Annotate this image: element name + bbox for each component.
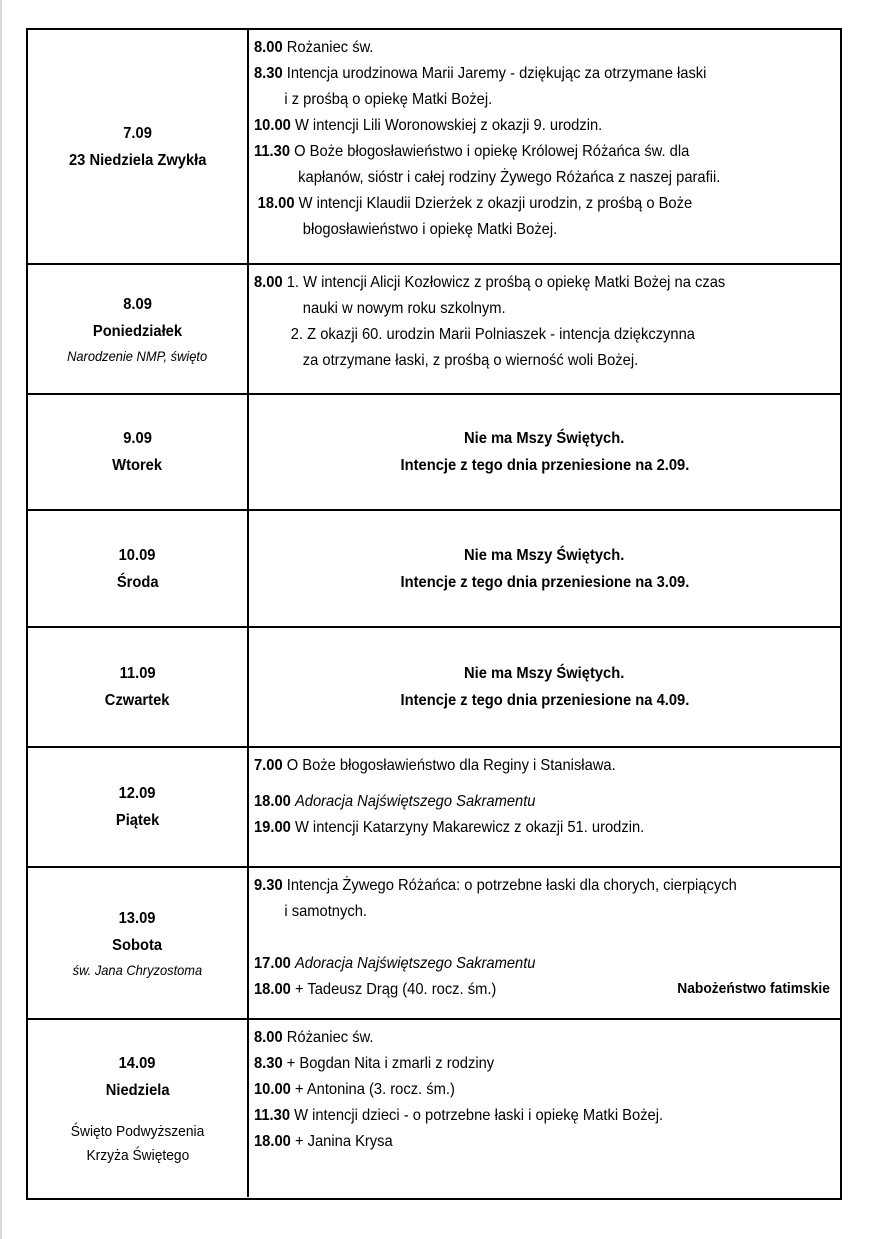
day-cell — [28, 1020, 249, 1197]
mass-entry: 19.00 W intencji Katarzyny Makarewicz z okazji 51. urodzin. — [254, 819, 645, 836]
notice-line: Intencje z tego dnia przeniesione na 3.09. — [400, 573, 689, 591]
mass-entry: 10.00 W intencji Lili Woronowskiej z okazji 9. urodzin. — [254, 117, 603, 134]
mass-entry: 17.00 Adoracja Najświętszego Sakramentu — [254, 955, 536, 972]
day-date: 7.09 — [123, 124, 152, 142]
mass-entry: 18.00 + Tadeusz Drąg (40. rocz. śm.) — [254, 981, 497, 998]
day-name: Poniedziałek — [92, 323, 183, 340]
table-row — [28, 30, 840, 265]
day-date: 13.09 — [119, 910, 156, 927]
day-cell — [28, 628, 249, 746]
notice-line: Nie ma Mszy Świętych. — [464, 665, 625, 682]
day-date: 9.09 — [123, 430, 152, 447]
mass-entry: 11.30 W intencji dzieci - o potrzebne łaski i opiekę Matki Bożej. — [254, 1107, 664, 1124]
day-cell — [28, 868, 249, 1018]
mass-entry: 18.00 W intencji Klaudii Dzierżek z okazji urodzin, z prośbą o Boże — [257, 195, 693, 212]
mass-entry-continuation: nauki w nowym roku szkolnym. — [302, 300, 506, 317]
mass-entry-continuation: błogosławieństwo i opiekę Matki Bożej. — [302, 221, 558, 238]
day-cell — [28, 395, 249, 509]
day-name: Sobota — [112, 937, 163, 954]
mass-entry: 7.00 O Boże błogosławieństwo dla Reginy i Stanisława. — [254, 757, 616, 774]
mass-entry: 18.00 Adoracja Najświętszego Sakramentu — [254, 793, 536, 810]
day-date: 8.09 — [123, 296, 152, 313]
feast-name: Krzyża Świętego — [86, 1146, 189, 1164]
mass-entry: 11.30 O Boże błogosławieństwo i opiekę Królowej Różańca św. dla — [254, 143, 690, 160]
notice-line: Nie ma Mszy Świętych. — [464, 546, 625, 564]
no-mass-notice — [249, 395, 840, 509]
notice-line: Intencje z tego dnia przeniesione na 4.09. — [400, 692, 689, 709]
day-date: 12.09 — [119, 785, 156, 802]
feast-name: św. Jana Chryzostoma — [72, 962, 203, 978]
table-row — [28, 868, 840, 1020]
day-name: Czwartek — [105, 692, 170, 709]
day-date: 14.09 — [119, 1054, 156, 1072]
day-name: Środa — [116, 573, 159, 591]
mass-entry-continuation: za otrzymane łaski, z prośbą o wierność woli Bożej. — [302, 352, 639, 369]
feast-name: Święto Podwyższenia — [70, 1122, 205, 1140]
masses-cell — [249, 265, 840, 393]
day-name: Wtorek — [112, 457, 163, 474]
mass-entry-continuation: i samotnych. — [284, 903, 367, 920]
day-cell — [28, 265, 249, 393]
day-name: Piątek — [115, 812, 160, 829]
table-row — [28, 1020, 840, 1197]
day-date: 10.09 — [119, 546, 156, 564]
devotion-note: Nabożeństwo fatimskie — [677, 980, 830, 997]
page-edge — [0, 0, 2, 1239]
no-mass-notice — [249, 628, 840, 746]
table-row — [28, 628, 840, 748]
masses-cell — [249, 748, 840, 866]
day-cell — [28, 511, 249, 626]
mass-entry-continuation: i z prośbą o opiekę Matki Bożej. — [284, 91, 493, 108]
day-cell — [28, 30, 249, 263]
day-name: 23 Niedziela Zwykła — [68, 151, 207, 169]
day-date: 11.09 — [119, 665, 156, 682]
notice-line: Nie ma Mszy Świętych. — [464, 430, 625, 447]
table-row — [28, 748, 840, 868]
mass-schedule-table — [26, 28, 842, 1200]
mass-entry: 8.00 Różaniec św. — [254, 1029, 374, 1046]
mass-entry: 8.30 Intencja urodzinowa Marii Jaremy - dziękując za otrzymane łaski — [254, 65, 707, 82]
mass-entry: 10.00 + Antonina (3. rocz. śm.) — [254, 1081, 455, 1098]
table-row — [28, 395, 840, 511]
mass-entry: 9.30 Intencja Żywego Różańca: o potrzebne łaski dla chorych, cierpiących — [254, 877, 737, 894]
masses-cell — [249, 1020, 840, 1197]
table-row — [28, 265, 840, 395]
mass-entry: 8.00 Rożaniec św. — [254, 39, 374, 56]
mass-entry: 8.00 1. W intencji Alicji Kozłowicz z prośbą o opiekę Matki Bożej na czas — [254, 274, 726, 291]
notice-line: Intencje z tego dnia przeniesione na 2.09. — [400, 457, 689, 474]
table-row — [28, 511, 840, 628]
mass-entry: 18.00 + Janina Krysa — [254, 1133, 393, 1150]
day-name: Niedziela — [105, 1081, 170, 1099]
mass-entry-continuation: kapłanów, sióstr i całej rodziny Żywego Różańca z naszej parafii. — [298, 169, 721, 186]
no-mass-notice — [249, 511, 840, 626]
mass-entry: 8.30 + Bogdan Nita i zmarli z rodziny — [254, 1055, 495, 1072]
day-cell — [28, 748, 249, 866]
mass-entry: 2. Z okazji 60. urodzin Marii Polniaszek - intencja dziękczynna — [290, 326, 695, 343]
feast-name: Narodzenie NMP, święto — [67, 348, 208, 364]
masses-cell — [249, 30, 840, 263]
